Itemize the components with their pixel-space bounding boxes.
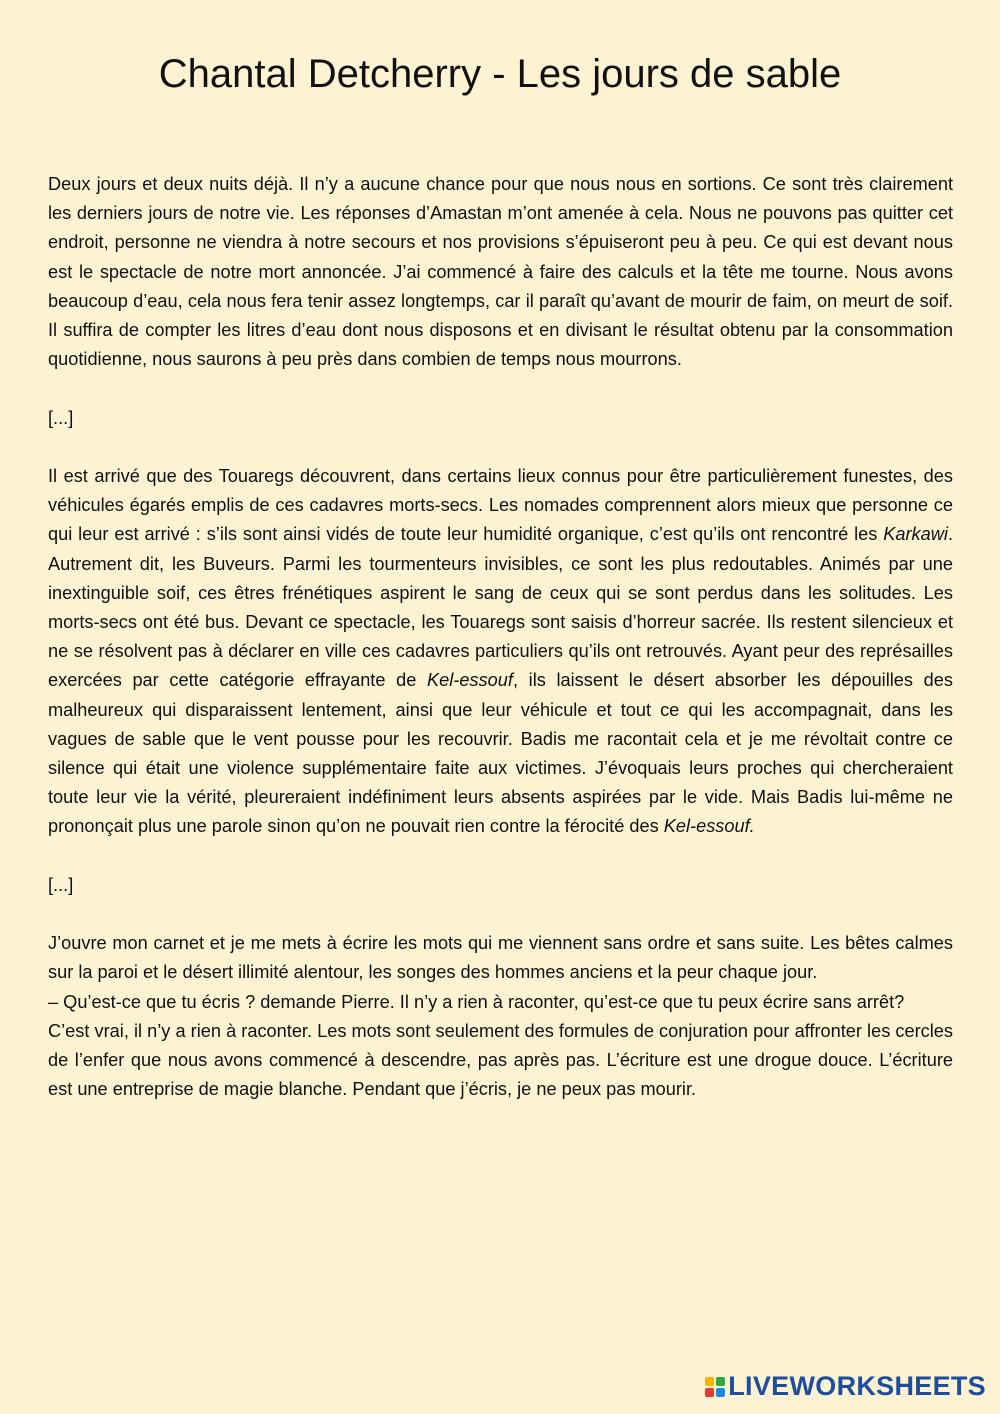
ellipsis-2: [...] <box>48 874 74 895</box>
paragraph-2 <box>48 462 953 842</box>
logo-square-red <box>705 1388 714 1397</box>
kel-essouf-term: Kel-essouf <box>427 670 513 691</box>
paragraph-gap <box>48 433 953 462</box>
paragraph-5: C’est vrai, il n’y a rien à raconter. Les mots sont seulement des formules de conjuration pour affronter les cercles de l’enfer que nous avons commencé à descendre, pas après pas. L’écriture est une drogue douce. L’écriture est une entreprise de magie blanche. Pendant que j’écris, je ne peux pas mourir. <box>48 1020 953 1100</box>
paragraph-2-part-b: . Autrement dit, les Buveurs. Parmi les tourmenteurs invisibles, ce sont les plus redoutables. Animés par une inextinguible soif, ces êtres frénétiques aspirent le sang de ceux qui se sont perdus dans les solitudes. Les morts-secs ont été bus. Devant ce spectacle, les Touaregs sont saisis d’horreur sacrée. Ils restent silencieux et ne se résolvent pas à déclarer en ville ces cadavres particuliers qu’ils ont retrouvés. Ayant peur des représailles exercées par cette catégorie effrayante de <box>48 524 953 691</box>
logo-square-yellow <box>705 1377 714 1386</box>
document-body <box>48 170 953 1104</box>
dialogue-line: – Qu’est-ce que tu écris ? demande Pierre. Il n’y a rien à raconter, qu’est-ce que tu peux écrire sans arrêt? <box>48 991 905 1012</box>
paragraph-2-part-a: Il est arrivé que des Touaregs découvrent, dans certains lieux connus pour être particulièrement funestes, des véhicules égarés emplis de ces cadavres morts-secs. Les nomades comprennent alors mieux que personne ce qui leur est arrivé : s’ils sont ainsi vidés de toute leur humidité organique, c’est qu’ils ont rencontré les <box>48 466 953 545</box>
logo-square-green <box>716 1377 725 1386</box>
paragraph-3: J’ouvre mon carnet et je me mets à écrire les mots qui me viennent sans ordre et sans suite. Les bêtes calmes sur la paroi et le désert illimité alentour, les songes des hommes anciens et la peur chaque jour. <box>48 933 953 983</box>
liveworksheets-logo-icon <box>705 1377 725 1397</box>
logo-text: LIVEWORKSHEETS <box>728 1371 986 1401</box>
liveworksheets-logo[interactable] <box>705 1371 986 1402</box>
karkawi-term: Karkawi <box>883 524 948 545</box>
paragraph-gap <box>48 842 953 871</box>
logo-square-blue <box>716 1388 725 1397</box>
paragraph-gap <box>48 900 953 929</box>
paragraph-2-part-c: , ils laissent le désert absorber les dépouilles des malheureux qui disparaissent lentement, ainsi que leur véhicule et tout ce qui les accompagnait, dans les vagues de sable que le vent pousse pour les recouvrir. Badis me racontait cela et je me révoltait contre ce silence qui était une violence supplémentaire faite aux victimes. J’évoquais leurs proches qui chercheraient toute leur vie la vérité, pleureraient indéfiniment leurs absents aspirées par le vide. Mais Badis lui-même ne prononçait plus une parole sinon qu’on ne pouvait rien contre la férocité des <box>48 670 953 837</box>
kel-essouf-term-end: Kel-essouf. <box>663 816 755 837</box>
paragraph-gap <box>48 374 953 403</box>
page-title: Chantal Detcherry - Les jours de sable <box>158 52 842 96</box>
paragraph-1: Deux jours et deux nuits déjà. Il n’y a aucune chance pour que nous nous en sortions. Ce sont très clairement les derniers jours de notre vie. Les réponses d’Amastan m’ont amenée à cela. Nous ne pouvons pas quitter cet endroit, personne ne viendra à notre secours et nos provisions s’épuiseront peu à peu. Ce qui est devant nous est le spectacle de notre mort annoncée. J’ai commencé à faire des calculs et la tête me tourne. Nous avons beaucoup d’eau, cela nous fera tenir assez longtemps, car il paraît qu’avant de mourir de faim, on meurt de soif. Il suffira de compter les litres d’eau dont nous disposons et en divisant le résultat obtenu par la consommation quotidienne, nous saurons à peu près dans combien de temps nous mourrons. <box>48 174 953 370</box>
ellipsis-1: [...] <box>48 407 74 428</box>
